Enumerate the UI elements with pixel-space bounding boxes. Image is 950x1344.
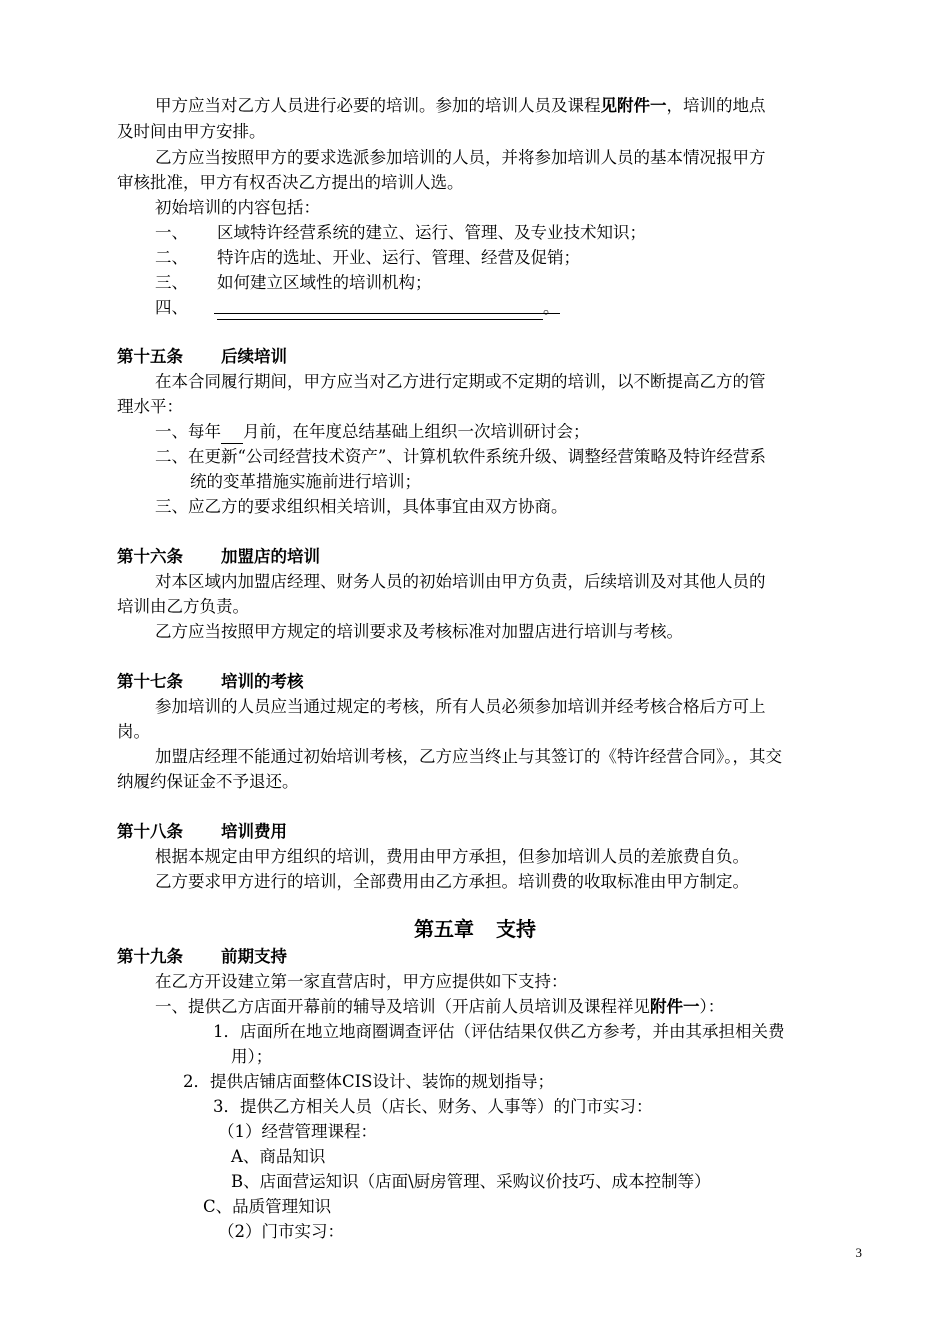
paragraph-line: 乙方应当按照甲方的要求选派参加培训的人员，并将参加培训人员的基本情况报甲方 bbox=[155, 148, 766, 167]
course-item: C、品质管理知识 bbox=[203, 1197, 332, 1216]
paragraph-line: 参加培训的人员应当通过规定的考核，所有人员必须参加培训并经考核合格后方可上 bbox=[155, 697, 766, 716]
list-item: 一、提供乙方店面开幕前的辅导及培训（开店前人员培训及课程祥见附件一）： bbox=[155, 997, 725, 1016]
paragraph-line: 根据本规定由甲方组织的培训，费用由甲方承担，但参加培训人员的差旅费自负。 bbox=[155, 847, 749, 866]
paragraph-line: 在本合同履行期间，甲方应当对乙方进行定期或不定期的培训，以不断提高乙方的管 bbox=[155, 372, 766, 391]
sub-item: 1．店面所在地立地商圈调查评估（评估结果仅供乙方参考，并由其承担相关费 bbox=[213, 1022, 785, 1041]
list-item: 二、 特许店的选址、开业、运行、管理、经营及促销； bbox=[155, 248, 580, 267]
paragraph-line: 及时间由甲方安排。 bbox=[117, 122, 266, 141]
chapter-heading: 第五章 支持 bbox=[414, 917, 536, 941]
paragraph-line: 乙方要求甲方进行的培训，全部费用由乙方承担。培训费的收取标准由甲方制定。 bbox=[155, 872, 749, 891]
course-item: （2）门市实习： bbox=[218, 1222, 344, 1241]
paragraph-line: 初始培训的内容包括： bbox=[155, 198, 320, 217]
list-item: 一、 区域特许经营系统的建立、运行、管理、及专业技术知识； bbox=[155, 223, 646, 242]
article-heading: 第十八条 培训费用 bbox=[117, 822, 287, 841]
annex-reference: 附件一 bbox=[650, 997, 700, 1016]
annex-reference: 见附件一 bbox=[600, 96, 667, 115]
article-heading: 第十九条 前期支持 bbox=[117, 947, 287, 966]
fill-in-blank bbox=[221, 425, 243, 444]
paragraph-line: 岗。 bbox=[117, 722, 150, 741]
article-heading: 第十七条 培训的考核 bbox=[117, 672, 304, 691]
fill-in-blank bbox=[217, 301, 543, 320]
paragraph-line: 审核批准，甲方有权否决乙方提出的培训人选。 bbox=[117, 173, 464, 192]
paragraph-line: 理水平： bbox=[117, 397, 183, 416]
paragraph-line: 甲方应当对乙方人员进行必要的培训。参加的培训人员及课程见附件一，培训的地点 bbox=[155, 96, 766, 115]
list-item: 四、 。 bbox=[155, 296, 560, 320]
paragraph-line: 乙方应当按照甲方规定的培训要求及考核标准对加盟店进行培训与考核。 bbox=[155, 622, 683, 641]
sub-item: 2．提供店铺店面整体CIS设计、装饰的规划指导； bbox=[183, 1072, 554, 1091]
course-item: （1）经营管理课程： bbox=[218, 1122, 377, 1141]
article-heading: 第十五条 后续培训 bbox=[117, 347, 287, 366]
paragraph-line: 对本区域内加盟店经理、财务人员的初始培训由甲方负责，后续培训及对其他人员的 bbox=[155, 572, 766, 591]
paragraph-line: 培训由乙方负责。 bbox=[117, 597, 249, 616]
list-item: 三、应乙方的要求组织相关培训，具体事宜由双方协商。 bbox=[155, 497, 568, 516]
paragraph-line: 加盟店经理不能通过初始培训考核，乙方应当终止与其签订的《特许经营合同》。，其交 bbox=[155, 747, 782, 766]
paragraph-line: 在乙方开设建立第一家直营店时，甲方应提供如下支持： bbox=[155, 972, 568, 991]
list-item-continuation: 统的变革措施实施前进行培训； bbox=[190, 472, 421, 491]
sub-item-continuation: 用）； bbox=[231, 1047, 273, 1066]
article-heading: 第十六条 加盟店的培训 bbox=[117, 547, 320, 566]
course-item: B、店面营运知识（店面\厨房管理、采购议价技巧、成本控制等） bbox=[231, 1172, 711, 1191]
list-item: 二、在更新“公司经营技术资产”、计算机软件系统升级、调整经营策略及特许经营系 bbox=[155, 447, 766, 466]
list-item: 三、 如何建立区域性的培训机构； bbox=[155, 273, 432, 292]
paragraph-line: 纳履约保证金不予退还。 bbox=[117, 772, 299, 791]
course-item: A、商品知识 bbox=[231, 1147, 326, 1166]
sub-item: 3．提供乙方相关人员（店长、财务、人事等）的门市实习： bbox=[213, 1097, 653, 1116]
underline-rule bbox=[214, 313, 560, 314]
list-item: 一、每年 月前，在年度总结基础上组织一次培训研讨会； bbox=[155, 420, 590, 444]
page-number: 3 bbox=[855, 1245, 862, 1260]
